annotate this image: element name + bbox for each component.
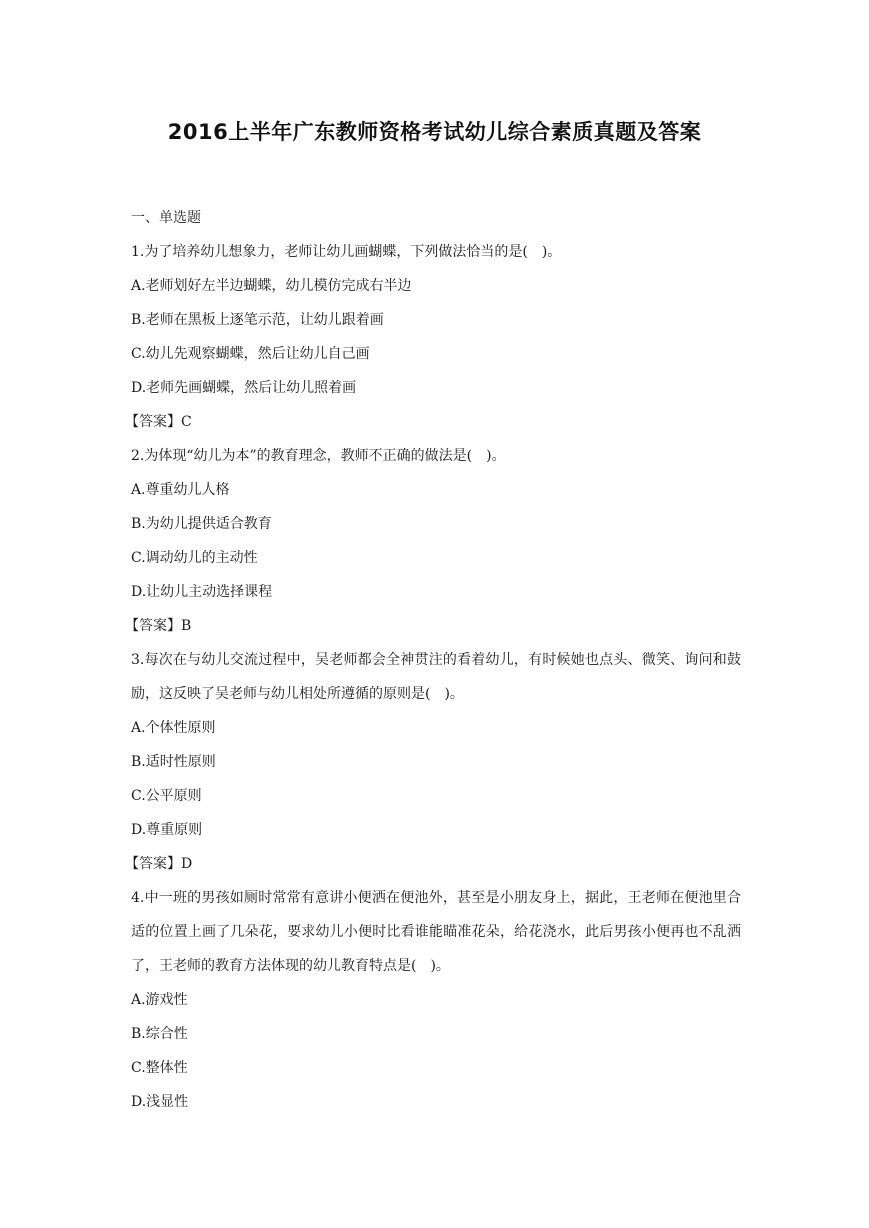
- answer-label: 【答案】B: [125, 618, 192, 634]
- question-option: C.公平原则: [131, 788, 202, 804]
- question-option: A.尊重幼儿人格: [131, 482, 230, 498]
- question-stem: 1.为了培养幼儿想象力，老师让幼儿画蝴蝶，下列做法恰当的是( )。: [131, 244, 562, 260]
- question-option: A.老师划好左半边蝴蝶，幼儿模仿完成右半边: [131, 278, 412, 294]
- document-title: 2016上半年广东教师资格考试幼儿综合素质真题及答案: [167, 120, 702, 144]
- question-option: D.让幼儿主动选择课程: [131, 584, 273, 600]
- question-stem: 4.中一班的男孩如厕时常常有意讲小便洒在便池外，甚至是小朋友身上，据此，王老师在便池里合适的位置上画了几朵花，要求幼儿小便时比看谁能瞄准花朵，给花浇水，此后男孩小便再也不乱洒了，王老师的教育方法体现的幼儿教育特点是( )。: [131, 890, 741, 974]
- answer-label: 【答案】D: [125, 856, 193, 872]
- question-option: A.个体性原则: [131, 720, 216, 736]
- question-option: B.老师在黑板上逐笔示范，让幼儿跟着画: [131, 312, 384, 328]
- question-stem: 3.每次在与幼儿交流过程中，吴老师都会全神贯注的看着幼儿，有时候她也点头、微笑、询问和鼓励，这反映了吴老师与幼儿相处所遵循的原则是( )。: [131, 652, 741, 702]
- question-option: B.为幼儿提供适合教育: [131, 516, 272, 532]
- question-option: B.适时性原则: [131, 754, 216, 770]
- question-option: C.调动幼儿的主动性: [131, 550, 258, 566]
- question-option: C.幼儿先观察蝴蝶，然后让幼儿自己画: [131, 346, 370, 362]
- answer-label: 【答案】C: [125, 414, 192, 430]
- question-stem: 2.为体现“幼儿为本”的教育理念，教师不正确的做法是( )。: [131, 448, 506, 464]
- question-option: C.整体性: [131, 1060, 188, 1076]
- question-option: A.游戏性: [131, 992, 188, 1008]
- question-option: B.综合性: [131, 1026, 188, 1042]
- document-body: [125, 201, 741, 1119]
- question-option: D.尊重原则: [131, 822, 203, 838]
- section-heading: 一、单选题: [131, 210, 201, 226]
- question-option: D.老师先画蝴蝶，然后让幼儿照着画: [131, 380, 357, 396]
- question-option: D.浅显性: [131, 1094, 189, 1110]
